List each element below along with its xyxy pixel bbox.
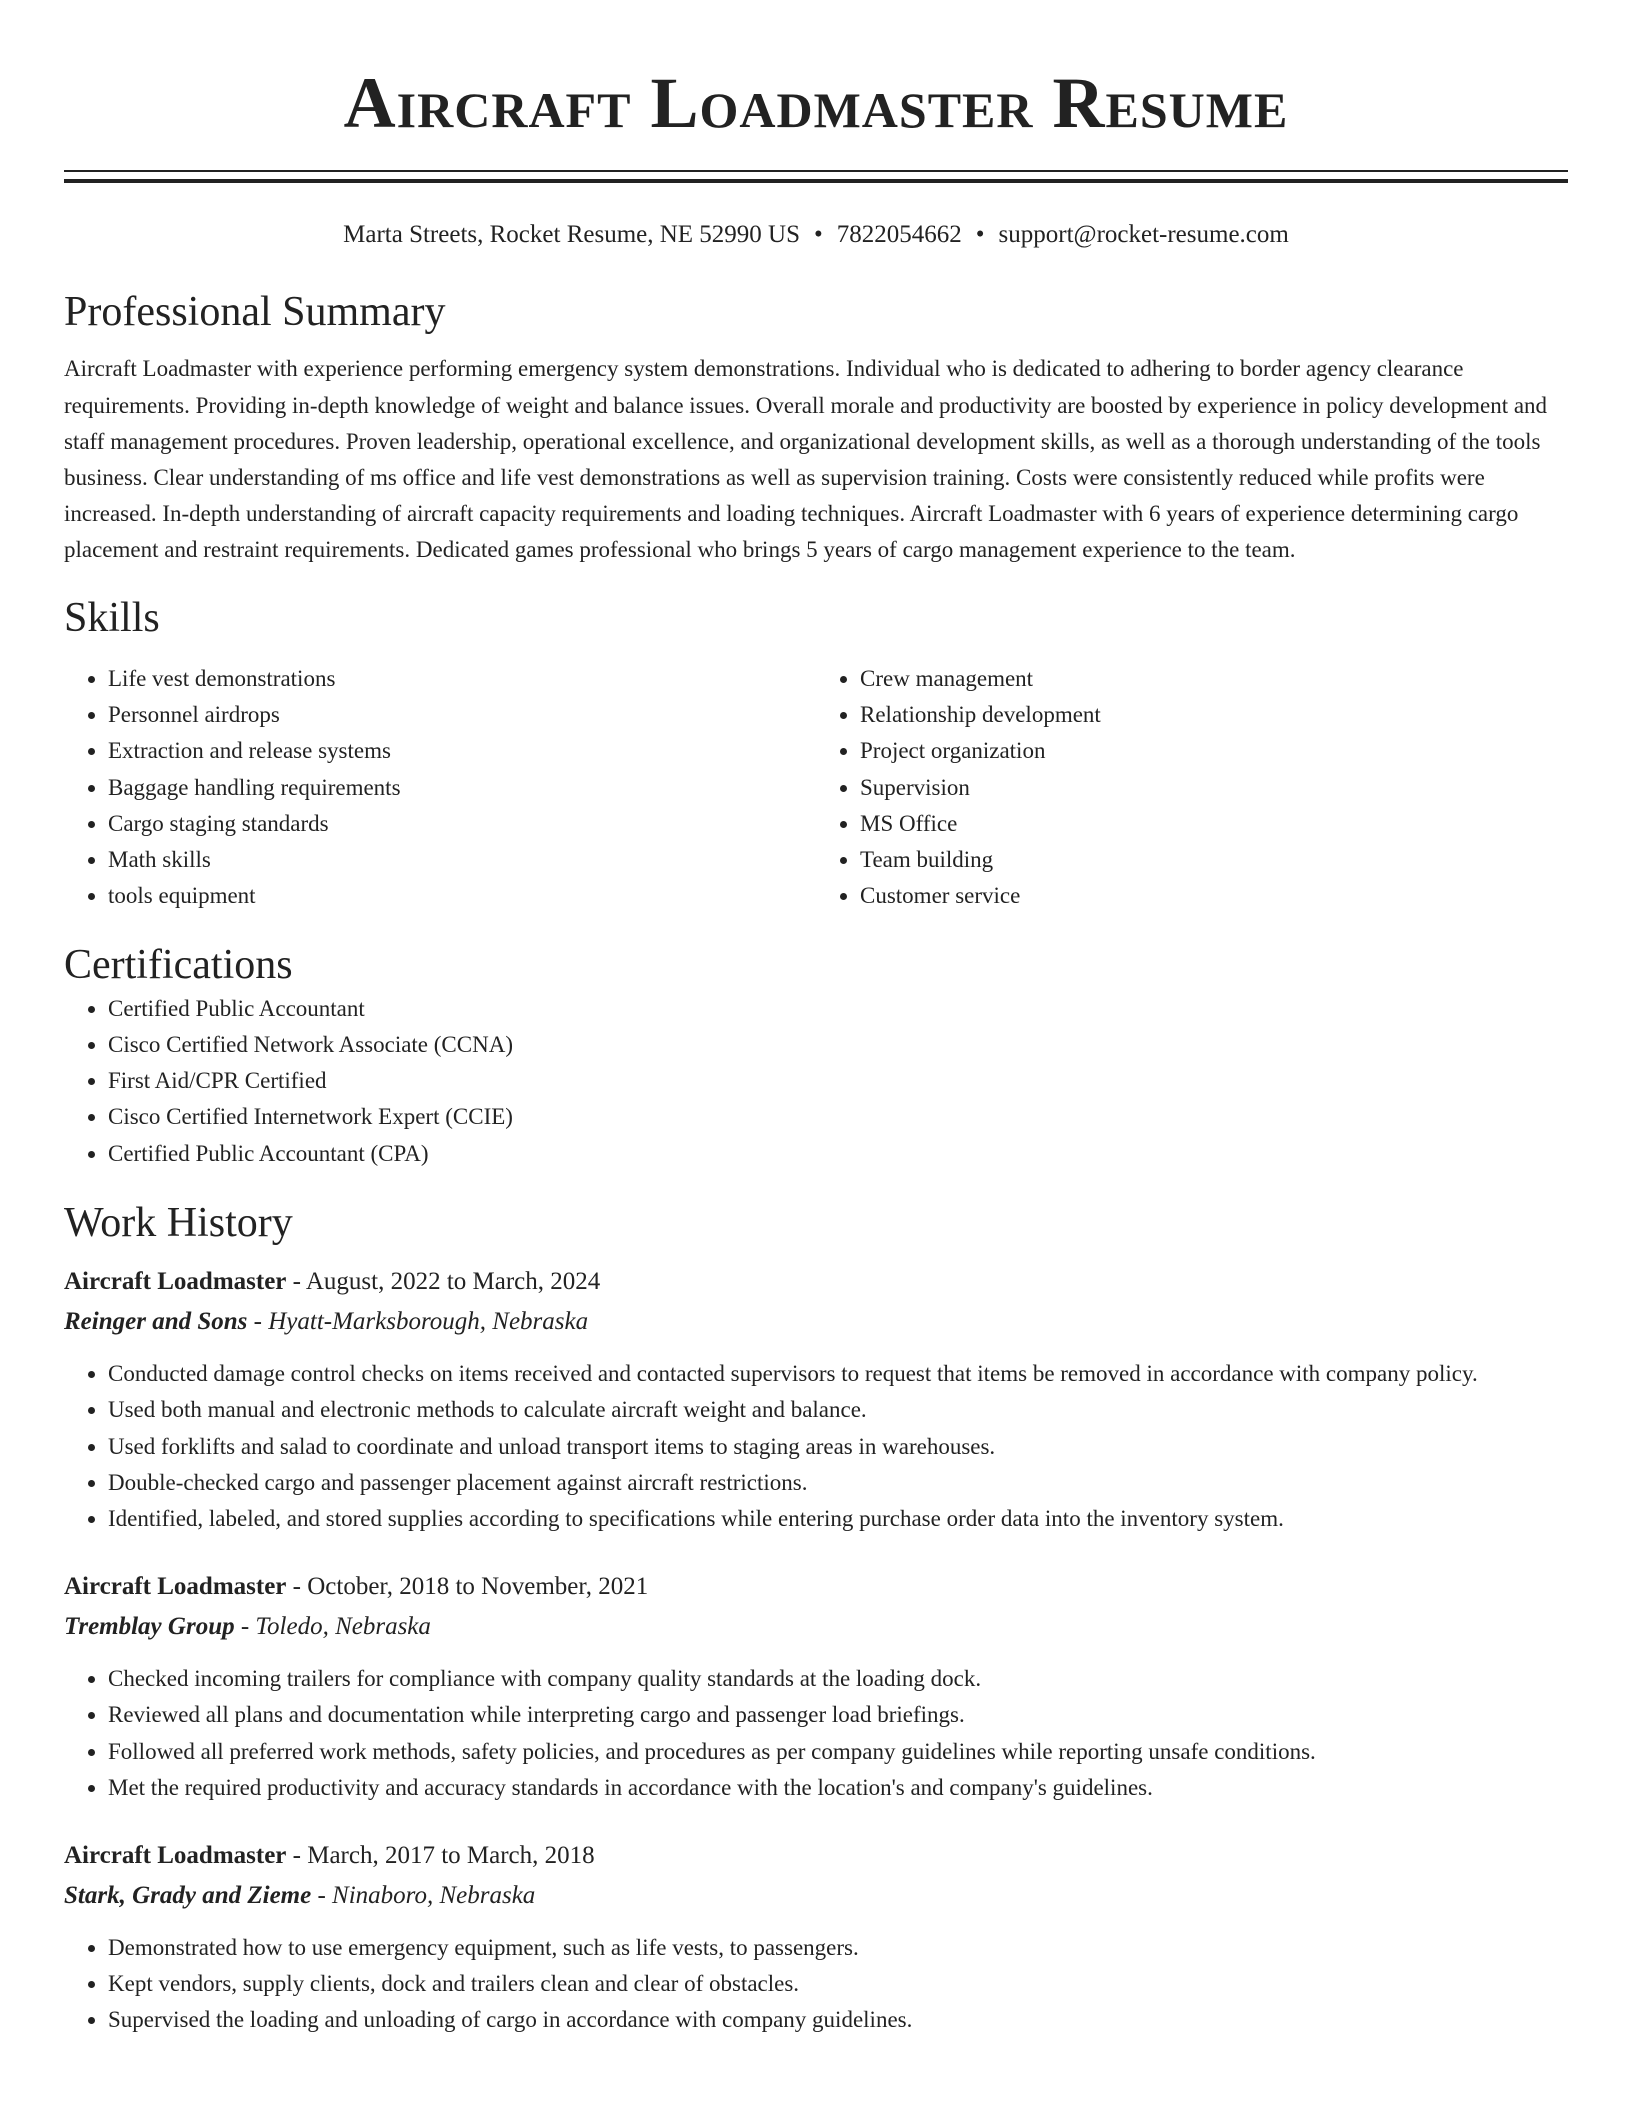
job-title-line bbox=[64, 1567, 1568, 1607]
skill-item: • Math skills bbox=[108, 842, 816, 878]
job-bullet: • Reviewed all plans and documentation while interpreting cargo and passenger load briefings. bbox=[108, 1697, 1568, 1733]
job-bullet: • Identified, labeled, and stored supplies according to specifications while entering purchase order data into the inventory system. bbox=[108, 1501, 1568, 1537]
job-dash: - bbox=[286, 1268, 306, 1296]
certification-item: • Cisco Certified Network Associate (CCNA) bbox=[108, 1027, 1568, 1063]
job-location: Hyatt-Marksborough, Nebraska bbox=[268, 1308, 589, 1336]
job-title-line bbox=[64, 1262, 1568, 1302]
job-entry bbox=[64, 1262, 1568, 1537]
skill-item: • Crew management bbox=[860, 661, 1568, 697]
job-dash: - bbox=[286, 1573, 308, 1601]
certification-item: • Cisco Certified Internetwork Expert (CCIE) bbox=[108, 1099, 1568, 1135]
contact-separator: • bbox=[975, 221, 985, 248]
job-entry bbox=[64, 1836, 1568, 2039]
job-dash: - bbox=[247, 1308, 269, 1336]
job-company: Tremblay Group bbox=[64, 1613, 235, 1641]
job-location: Toledo, Nebraska bbox=[255, 1613, 431, 1641]
job-role: Aircraft Loadmaster bbox=[64, 1842, 287, 1870]
job-bullet: • Double-checked cargo and passenger placement against aircraft restrictions. bbox=[108, 1465, 1568, 1501]
title-divider-thin bbox=[64, 170, 1568, 172]
work-history-heading: Work History bbox=[64, 1199, 293, 1246]
job-dash: - bbox=[234, 1613, 256, 1641]
job-bullet: • Followed all preferred work methods, safety policies, and procedures as per company guidelines while reporting unsafe conditions. bbox=[108, 1734, 1568, 1770]
job-company-line bbox=[64, 1302, 1568, 1342]
contact-address: Marta Streets, Rocket Resume, NE 52990 US bbox=[343, 221, 801, 248]
certification-item: • Certified Public Accountant (CPA) bbox=[108, 1136, 1568, 1172]
certifications-heading: Certifications bbox=[64, 942, 293, 989]
job-bullet: • Kept vendors, supply clients, dock and trailers clean and clear of obstacles. bbox=[108, 1966, 1568, 2002]
contact-separator: • bbox=[814, 221, 823, 248]
job-company-line bbox=[64, 1876, 1568, 1916]
job-dates: October, 2018 to November, 2021 bbox=[307, 1573, 649, 1601]
job-bullet: • Met the required productivity and accuracy standards in accordance with the location's and company's guidelines. bbox=[108, 1770, 1568, 1806]
skill-item: • Team building bbox=[860, 842, 1568, 878]
skill-item: • tools equipment bbox=[108, 878, 816, 914]
job-role: Aircraft Loadmaster bbox=[64, 1573, 287, 1601]
job-company-line bbox=[64, 1607, 1568, 1647]
summary-text: Aircraft Loadmaster with experience performing emergency system demonstrations. Individual who is dedicated to adhering to border agency clearance requirements. Providing in-depth knowledge of weight and balance issues. Overall morale and productivity are boosted by experience in policy development and staff management procedures. Proven leadership, operational excellence, and organizational development skills, as well as a thorough understanding of the tools business. Clear understanding of ms office and life vest demonstrations as well as supervision training. Costs were consistently reduced while profits were increased. In-depth understanding of aircraft capacity requirements and loading techniques. Aircraft Loadmaster with 6 years of experience determining cargo placement and restraint requirements. Dedicated games professional who brings 5 years of cargo management experience to the team. bbox=[64, 356, 1548, 563]
contact-email: support@rocket-resume.com bbox=[998, 221, 1289, 248]
job-bullet: • Used both manual and electronic methods to calculate aircraft weight and balance. bbox=[108, 1392, 1568, 1428]
job-dates: March, 2017 to March, 2018 bbox=[307, 1842, 595, 1870]
job-dash: - bbox=[311, 1882, 333, 1910]
skill-item: • Life vest demonstrations bbox=[108, 661, 816, 697]
skill-item: • Supervision bbox=[860, 770, 1568, 806]
job-dash: - bbox=[286, 1842, 308, 1870]
job-bullet: • Used forklifts and salad to coordinate and unload transport items to staging areas in warehouses. bbox=[108, 1429, 1568, 1465]
contact-phone: 7822054662 bbox=[836, 221, 962, 248]
certifications-list bbox=[64, 991, 1568, 1172]
job-bullet: • Demonstrated how to use emergency equipment, such as life vests, to passengers. bbox=[108, 1930, 1568, 1966]
job-company: Reinger and Sons bbox=[64, 1308, 248, 1336]
skills-list-right bbox=[816, 661, 1568, 914]
skill-item: • MS Office bbox=[860, 806, 1568, 842]
job-location: Ninaboro, Nebraska bbox=[332, 1882, 536, 1910]
skill-item: • Customer service bbox=[860, 878, 1568, 914]
job-bullet: • Checked incoming trailers for compliance with company quality standards at the loading dock. bbox=[108, 1661, 1568, 1697]
skills-list-left bbox=[64, 661, 816, 914]
job-company: Stark, Grady and Zieme bbox=[64, 1882, 312, 1910]
job-dates: August, 2022 to March, 2024 bbox=[305, 1268, 601, 1296]
job-entry bbox=[64, 1567, 1568, 1806]
contact-line bbox=[64, 217, 1568, 253]
skill-item: • Extraction and release systems bbox=[108, 733, 816, 769]
summary-heading: Professional Summary bbox=[64, 289, 446, 335]
skill-item: • Relationship development bbox=[860, 697, 1568, 733]
job-bullets bbox=[64, 1356, 1568, 1537]
resume-title: Aircraft Loadmaster Resume bbox=[343, 63, 1289, 143]
job-title-line bbox=[64, 1836, 1568, 1876]
skill-item: • Project organization bbox=[860, 733, 1568, 769]
skill-item: • Cargo staging standards bbox=[108, 806, 816, 842]
skills-heading: Skills bbox=[64, 594, 160, 641]
job-bullets bbox=[64, 1661, 1568, 1806]
job-role: Aircraft Loadmaster bbox=[64, 1268, 287, 1296]
job-bullet: • Conducted damage control checks on items received and contacted supervisors to request that items be removed in accordance with company policy. bbox=[108, 1356, 1568, 1392]
certification-item: • First Aid/CPR Certified bbox=[108, 1063, 1568, 1099]
skills-columns bbox=[64, 661, 1568, 914]
job-bullets bbox=[64, 1930, 1568, 2039]
skill-item: • Baggage handling requirements bbox=[108, 770, 816, 806]
title-divider-thick bbox=[64, 179, 1568, 183]
job-bullet: • Supervised the loading and unloading of cargo in accordance with company guidelines. bbox=[108, 2002, 1568, 2038]
certification-item: • Certified Public Accountant bbox=[108, 991, 1568, 1027]
skill-item: • Personnel airdrops bbox=[108, 697, 816, 733]
